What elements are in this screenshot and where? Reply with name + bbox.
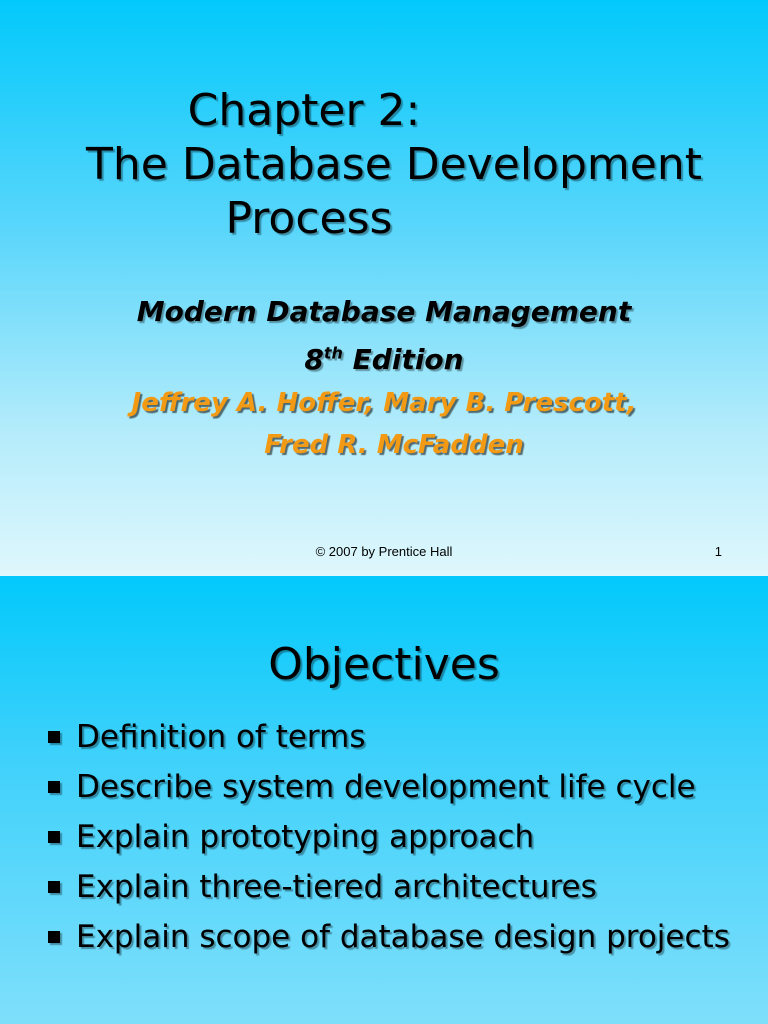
list-item-text: Explain three-tiered architectures: [76, 869, 597, 905]
edition-number: 8: [304, 343, 324, 376]
slide-2: [0, 576, 768, 1024]
edition-suffix: th: [323, 343, 343, 363]
title-line: The Database Development: [86, 139, 702, 190]
bullet-square-icon: [48, 931, 60, 943]
list-item-text: Describe system development life cycle: [76, 769, 696, 805]
list-item: [48, 712, 730, 762]
bullet-square-icon: [48, 731, 60, 743]
title-line: Chapter 2:: [187, 85, 421, 136]
objectives-title: Objectives: [268, 639, 500, 690]
list-item: [48, 912, 730, 962]
bullet-square-icon: [48, 881, 60, 893]
bullet-square-icon: [48, 831, 60, 843]
copyright-text: © 2007 by Prentice Hall: [315, 544, 453, 559]
bullet-square-icon: [48, 781, 60, 793]
edition: [0, 336, 768, 384]
edition-word: Edition: [352, 343, 464, 376]
list-item-text: Explain prototyping approach: [76, 819, 535, 855]
author-line: Jeffrey A. Hoffer, Mary B. Prescott,: [131, 388, 637, 418]
list-item: [48, 762, 730, 812]
objectives-list: [48, 712, 730, 962]
title-line: Process: [225, 193, 393, 244]
slide-title: [0, 84, 768, 246]
page-number: 1: [714, 544, 722, 559]
list-item-text: Definition of terms: [76, 719, 366, 755]
list-item: [48, 812, 730, 862]
list-item: [48, 862, 730, 912]
authors: [0, 382, 768, 466]
book-subtitle: [0, 288, 768, 384]
author-line: Fred R. McFadden: [264, 430, 524, 460]
book-title: Modern Database Management: [136, 295, 632, 328]
list-item-text: Explain scope of database design projects: [76, 919, 730, 955]
